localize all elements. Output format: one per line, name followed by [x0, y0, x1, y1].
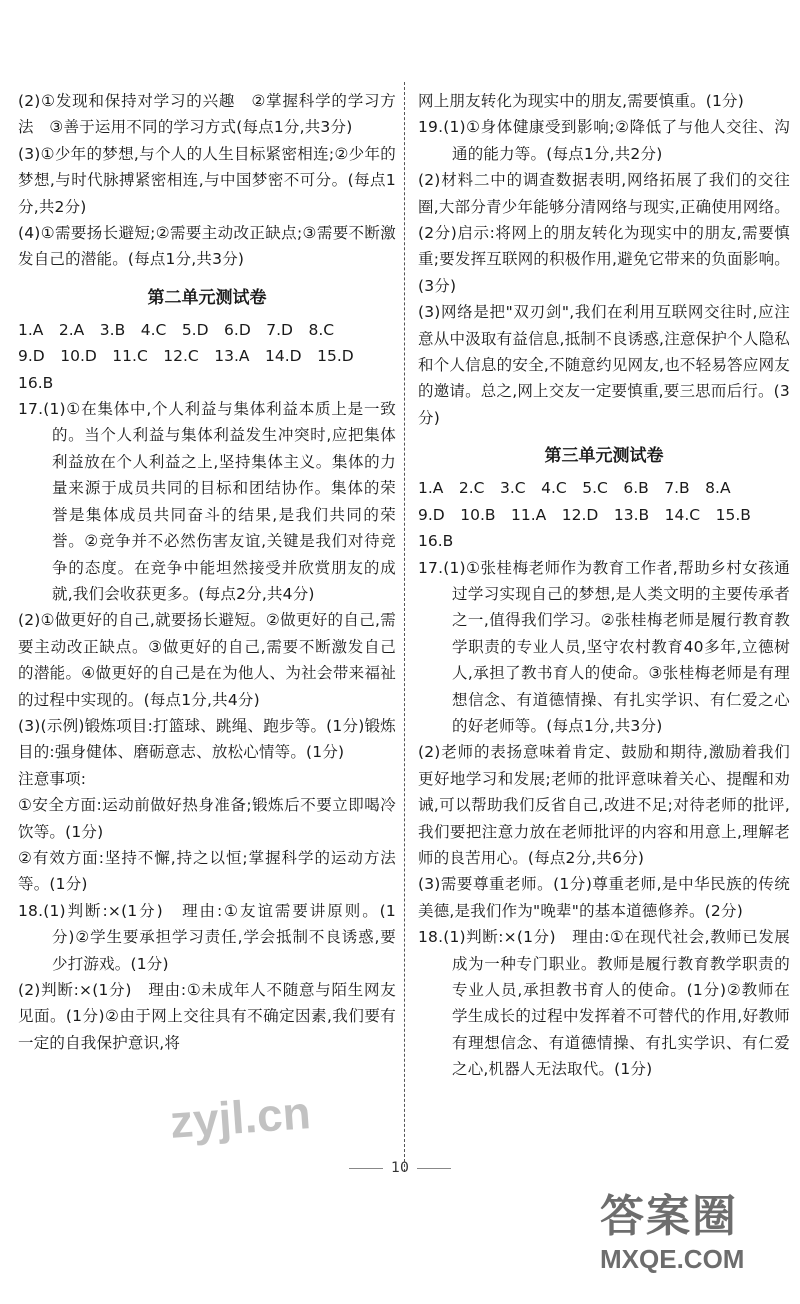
watermark-logo-cn: 答案圈	[600, 1191, 738, 1242]
right-column	[418, 88, 790, 1083]
choice-answers-row-2: 9.D 10.B 11.A 12.D 13.B 14.C 15.B	[418, 505, 751, 524]
q19-part3: (3)网络是把"双刃剑",我们在利用互联网交往时,应注意从中汲取有益信息,抵制不良诱惑,注意保护个人隐私和个人信息的安全,不随意约见网友,也不轻易答应网友的邀请。总之,网上交友一定要慎重,要三思而后行。(3分)	[418, 303, 790, 427]
q18-part2: (2)判断:×(1分) 理由:①未成年人不随意与陌生网友见面。(1分)②由于网上交往具有不确定因素,我们要有一定的自我保护意识,将	[18, 981, 396, 1052]
q17-part1: 17.(1)①在集体中,个人利益与集体利益本质上是一致的。当个人利益与集体利益发生冲突时,应把集体利益放在个人利益之上,坚持集体主义。集体的力量来源于成员共同的目标和团结协作。集体的荣誉是集体成员共同奋斗的结果,是我们共同的荣誉。②竞争并不必然伤害友谊,关键是我们对待竞争的态度。在竞争中能坦然接受并欣赏朋友的成就,我们会收获更多。(每点2分,共4分)	[18, 400, 396, 603]
left-para-2: (3)①少年的梦想,与个人的人生目标紧密相连;②少年的梦想,与时代脉搏紧密相连,与中国梦密不可分。(每点1分,共2分)	[18, 144, 396, 216]
right-para-1: 网上朋友转化为现实中的朋友,需要慎重。(1分)	[418, 92, 744, 110]
column-divider	[404, 82, 405, 1172]
choice-answers-row-1: 1.A 2.C 3.C 4.C 5.C 6.B 7.B 8.A	[418, 479, 731, 498]
q17-part2: (2)①做更好的自己,就要扬长避短。②做更好的自己,需要主动改正缺点。③做更好的自己,需要不断激发自己的潜能。④做更好的自己是在为他人、为社会带来福祉的过程中实现的。(每点1分,共4分)	[18, 611, 396, 709]
page-number-dash-right	[417, 1168, 451, 1169]
q19-part2: (2)材料二中的调查数据表明,网络拓展了我们的交往圈,大部分青少年能够分清网络与现实,正确使用网络。(2分)启示:将网上的朋友转化为现实中的朋友,需要慎重;要发挥互联网的积极作用,避免它带来的负面影响。(3分)	[418, 171, 790, 295]
watermark-logo	[600, 1180, 790, 1290]
choice-answers-row-3: 16.B	[418, 532, 454, 551]
left-column	[18, 88, 396, 1056]
section-title-unit2: 第二单元测试卷	[147, 287, 267, 308]
left-para-1: (2)①发现和保持对学习的兴趣 ②掌握科学的学习方法 ③善于运用不同的学习方式(每点1分,共3分)	[18, 92, 396, 137]
left-para-3: (4)①需要扬长避短;②需要主动改正缺点;③需要不断激发自己的潜能。(每点1分,共3分)	[18, 224, 396, 269]
q17-part2: (2)老师的表扬意味着肯定、鼓励和期待,激励着我们更好地学习和发展;老师的批评意味着关心、提醒和劝诫,可以帮助我们反省自己,改进不足;对待老师的批评,我们要把注意力放在老师批评的内容和用意上,理解老师的良苦用心。(每点2分,共6分)	[418, 743, 790, 867]
page-number-dash-left	[349, 1168, 383, 1169]
q18-part1: 18.(1)判断:×(1分) 理由:①在现代社会,教师已发展成为一种专门职业。教师是履行教育教学职责的专业人员,承担教书育人的使命。(1分)②教师在学生成长的过程中发挥着不可替代的作用,好教师有理想信念、有道德情操、有扎实学识、有仁爱之心,机器人无法取代。(1分)	[418, 928, 790, 1079]
watermark-logo-en: MXQE.COM	[600, 1244, 745, 1274]
q17-part1: 17.(1)①张桂梅老师作为教育工作者,帮助乡村女孩通过学习实现自己的梦想,是人类文明的主要传承者之一,值得我们学习。②张桂梅老师是履行教育教学职责的专业人员,坚守农村教育40多年,立德树人,承担了教书育人的使命。③张桂梅老师是有理想信念、有道德情操、有扎实学识、有仁爱之心的好老师等。(每点1分,共3分)	[418, 558, 790, 735]
q18-part1: 18.(1)判断:×(1分) 理由:①友谊需要讲原则。(1分)②学生要承担学习责任,学会抵制不良诱惑,要少打游戏。(1分)	[18, 901, 396, 973]
page-number-text: 10	[391, 1160, 409, 1176]
choice-answers-row-3: 16.B	[18, 373, 54, 392]
page-number	[0, 1160, 800, 1176]
q17-part3: (3)需要尊重老师。(1分)尊重老师,是中华民族的传统美德,是我们作为"晚辈"的基本道德修养。(2分)	[418, 875, 790, 920]
choice-answers-row-2: 9.D 10.D 11.C 12.C 13.A 14.D 15.D	[18, 347, 354, 366]
watermark-zyjl: zyjl.cn	[168, 1086, 313, 1148]
section-title-unit3: 第三单元测试卷	[544, 446, 664, 467]
q17-note-effective: ②有效方面:坚持不懈,持之以恒;掌握科学的运动方法等。(1分)	[18, 848, 396, 894]
choice-answers-row-1: 1.A 2.A 3.B 4.C 5.D 6.D 7.D 8.C	[18, 320, 335, 339]
q17-notes-heading: 注意事项:	[18, 769, 87, 788]
q17-part3: (3)(示例)锻炼项目:打篮球、跳绳、跑步等。(1分)锻炼目的:强身健体、磨砺意志、放松心情等。(1分)	[18, 716, 396, 762]
q17-note-safety: ①安全方面:运动前做好热身准备;锻炼后不要立即喝冷饮等。(1分)	[18, 796, 396, 841]
q19-part1: 19.(1)①身体健康受到影响;②降低了与他人交往、沟通的能力等。(每点1分,共2分)	[418, 118, 790, 163]
